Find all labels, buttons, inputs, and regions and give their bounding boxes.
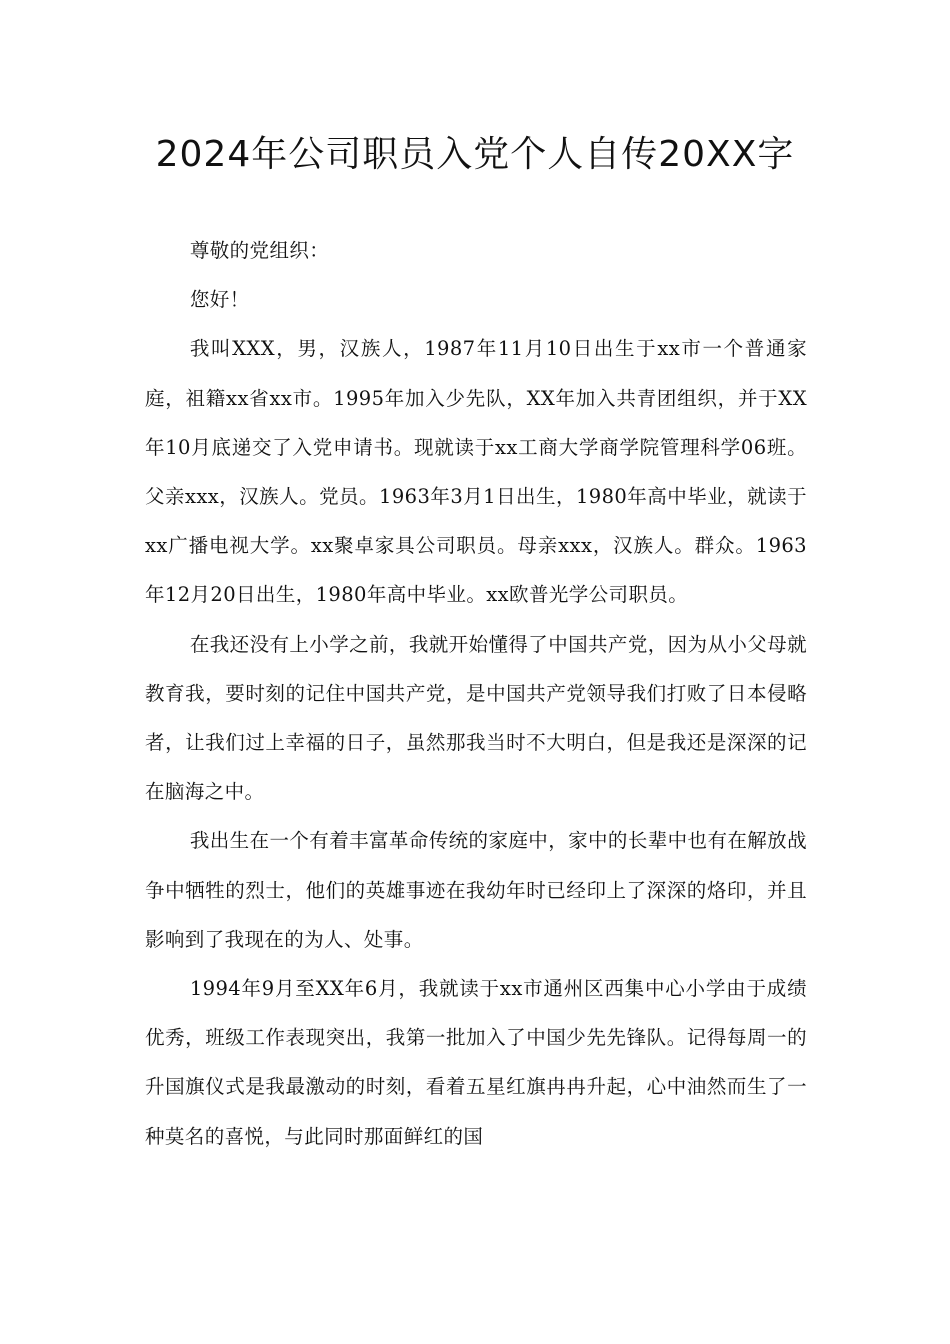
paragraph-childhood: 在我还没有上小学之前，我就开始懂得了中国共产党，因为从小父母就教育我，要时刻的记住中国共产党，是中国共产党领导我们打败了日本侵略者，让我们过上幸福的日子，虽然那我当时不大明白，但是我还是深深的记在脑海之中。 [145,632,807,804]
document-body [145,226,807,1161]
document-title: 2024年公司职员入党个人自传20XX字 [155,134,795,175]
paragraph-primary-school: 1994年9月至XX年6月，我就读于xx市通州区西集中心小学由于成绩优秀，班级工作表现突出，我第一批加入了中国少先先锋队。记得每周一的升国旗仪式是我最激动的时刻，看着五星红旗冉冉升起，心中油然而生了一种莫名的喜悦，与此同时那面鲜红的国 [145,977,807,1148]
paragraph-personal-info: 我叫XXX，男，汉族人，1987年11月10日出生于xx市一个普通家庭，祖籍xx省xx市。1995年加入少先队，XX年加入共青团组织，并于XX年10月底递交了入党申请书。现就读于xx工商大学商学院管理科学06班。父亲xxx，汉族人。党员。1963年3月1日出生，1980年高中毕业，就读于xx广播电视大学。xx聚卓家具公司职员。母亲xxx，汉族人。群众。1963年12月20日出生，1980年高中毕业。xx欧普光学公司职员。 [145,337,807,607]
greeting: 您好！ [189,288,250,312]
paragraph-family-tradition: 我出生在一个有着丰富革命传统的家庭中，家中的长辈中也有在解放战争中牺牲的烈士，他们的英雄事迹在我幼年时已经印上了深深的烙印，并且影响到了我现在的为人、处事。 [145,829,807,951]
salutation: 尊敬的党组织： [189,239,330,262]
